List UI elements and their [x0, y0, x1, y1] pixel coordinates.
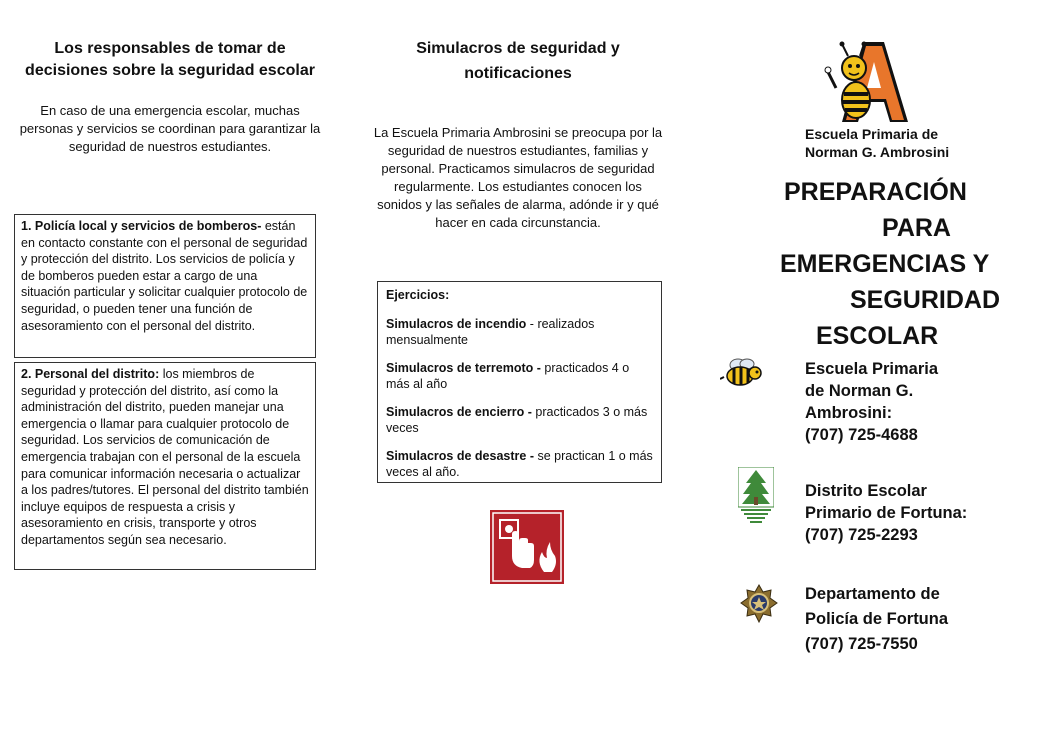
drill-name: Simulacros de incendio [386, 317, 527, 331]
contact-name-line: Escuela Primaria [805, 360, 938, 378]
drill-name: Simulacros de terremoto - [386, 361, 541, 375]
drill-detail: realizados mensualmente [386, 317, 595, 347]
police-fire-heading: 1. Policía local y servicios de bomberos- [21, 219, 262, 233]
drill-item [386, 316, 653, 348]
contact-phone[interactable]: (707) 725-7550 [805, 635, 918, 653]
drill-name: Simulacros de desastre - [386, 449, 534, 463]
drill-name: Simulacros de encierro - [386, 405, 532, 419]
contact-name-line: Distrito Escolar [805, 482, 927, 500]
drill-detail: se practican 1 o más veces al año. [386, 449, 653, 479]
title-line: PREPARACIÓN [784, 178, 967, 206]
decision-makers-intro: En caso de una emergencia escolar, muchas personas y servicios se coordinan para garantizar la seguridad de nuestros estudiantes. [19, 103, 321, 154]
contact-name-line: Departamento de [805, 585, 940, 603]
district-staff-box [14, 362, 316, 570]
title-line: ESCOLAR [816, 322, 939, 350]
drill-item [386, 404, 653, 436]
drill-detail: practicados 4 o más al año [386, 361, 630, 391]
police-fire-box [14, 214, 316, 358]
title-line: EMERGENCIAS Y [780, 250, 990, 278]
school-name-line: Escuela Primaria de [805, 126, 939, 142]
contact-phone[interactable]: (707) 725-4688 [805, 426, 918, 444]
drill-sep: - [526, 317, 538, 331]
contact-school [805, 358, 938, 446]
contact-name-line: de Norman G. [805, 382, 914, 400]
contact-name-line: Primario de Fortuna: [805, 504, 968, 522]
title-line: PARA [882, 214, 951, 242]
school-name-line: Norman G. Ambrosini [805, 144, 950, 160]
main-title [776, 174, 1016, 354]
police-badge-icon [740, 584, 778, 624]
school-name-header [805, 125, 949, 161]
contact-district [805, 480, 967, 546]
bee-mascot-logo-icon [822, 38, 912, 124]
fire-alarm-sign-icon [490, 510, 564, 584]
contact-name-line: Policía de Fortuna [805, 610, 949, 628]
drill-item [386, 448, 653, 480]
title-line: SEGURIDAD [850, 286, 1001, 314]
district-staff-heading: 2. Personal del distrito: [21, 367, 160, 381]
police-fire-body: están en contacto constante con el personal de seguridad y protección del distrito. Los servicios de policía y de bomberos pueden estar a cargo de una situación particular y solicitar cualquier protocolo de seguridad, o pueden tener una función de asesoramiento con el personal del distrito. [21, 219, 308, 333]
drill-item [386, 360, 653, 392]
decision-makers-title: Los responsables de tomar de decisiones sobre la seguridad escolar [25, 40, 315, 79]
district-staff-body: los miembros de seguridad y protección del distrito, así como la administración del distrito, pueden manejar una emergencia o llamar para cualquier protocolo de seguridad. Los servicios de comunicación de emergencia trabajan con el personal de la escuela para comunicar información necesaria o actualizar a los padres/tutores. El personal del distrito también incluye equipos de respuesta a crisis y asesoramiento en crisis, transporte y otros departamentos según sea necesario. [21, 367, 309, 547]
drills-section-title: Simulacros de seguridad y notificaciones [416, 40, 620, 82]
drill-detail: practicados 3 o más veces [386, 405, 648, 435]
drills-heading: Ejercicios: [386, 288, 450, 302]
contact-phone[interactable]: (707) 725-2293 [805, 526, 918, 544]
drills-box [377, 281, 662, 483]
district-tree-logo-icon [738, 467, 774, 525]
bee-icon [720, 355, 762, 389]
contact-name-line: Ambrosini: [805, 404, 893, 422]
contact-police [805, 582, 948, 657]
drills-section-intro: La Escuela Primaria Ambrosini se preocupa por la seguridad de nuestros estudiantes, familias y personal. Practicamos simulacros de seguridad regularmente. Los estudiantes conocen los sonidos y las señales de alarma, adónde ir y qué hacer en cada circunstancia. [373, 125, 663, 230]
